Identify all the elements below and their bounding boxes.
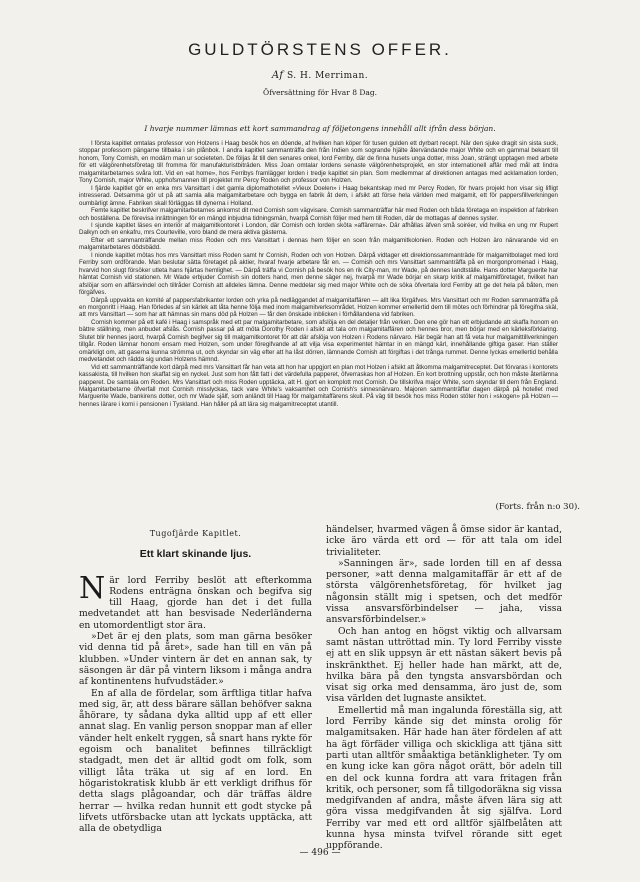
chapter-label: Tugofjärde Kapitlet. (149, 529, 242, 538)
right-column (326, 524, 562, 852)
author-line (0, 70, 640, 81)
synopsis-paragraph: I fjärde kapitlet gör en enka mrs Vansittart i det gamla diplomathotellet »Vieux Doelen» i Haag bekantskap med mr Percy Roden, för hvars projekt hon visar sig lifligt intresserad. Detsamma gör ut på att samla alla malgamitarbetare och bygga en fabrik åt dem, i afsikt att förse hela världen med malgamit, ett för pappersfillverkningen oumbärligt ämne. Fabriken skall förläggas till dynerna i Holland. (79, 184, 558, 207)
author-name: S. H. Merriman. (286, 71, 369, 81)
chapter-subhead: Ett klart skinande ljus. (139, 548, 252, 561)
synopsis-block (79, 140, 558, 410)
synopsis-paragraph: Därpå uppvaktа en komité af pappersfabrikanter lorden och yrka på nedläggandet af malgamitaffären — allt lika förgäfves. Mrs Vansittart och mr Roden sammanträffa på en morgonritt i Haag. Han förledes af sin kärlek att låta henne följa med inom malgamitverksområdet. Holzen kommer emellertid dem till mötes och förhindrar på föregifna skäl, att mrs Vansittart — som har att hämnas sin mans död på Holzen — får den önskade inblicken i förhållandena vid fabriken. (79, 296, 558, 319)
continued-note: (Forts. från n:o 30). (495, 502, 580, 512)
body-paragraph: Emellertid må man ingalunda föreställa sig, att lord Ferriby kände sig det minsta orolig för malgamitsaken. Här hade han äter fördelen af att ha ägt förfäder villiga och skickliga att tjäna sitt parti utan alltför småaktiga betänkligheter. Ty om en kung icke kan göra något orätt, bör adeln till en del ock kunna fordra att vara fritagen från kritik, och personer, som få tillgodoräkna sig vissa medgifvanden af andra, måste äfven lära sig att göra vissa medgifvanden åt sig själfva. Lord Ferriby var med ett ord alltför själfbelåten att kunna hysa minsta tvifvel rörande sitt eget uppförande. (326, 704, 562, 852)
synopsis-paragraph: Cornish kommer på ett kafé i Haag i samspråk med ett par malgamitarbetare, som afslöja en del detaljer från verken. Den ene gör han ett erbjudande att skaffa honom en bättre ställning, men anbudet afslås. Cornish passar på att möta Dorothy Roden i afsikt att tala om malgamitaffären och hennes bror, men börjar med en kärleksförklaring. Slutet blir hennes jaord, hvarpå Cornish begifver sig till malgamitkontoret för att där afslöja von Holzen i Rodens närvaro. Här begär han att få veta hur malgamittillverkningen tillgår. Roden lämnar honom ensam med Holzen, som under föregifvande af att vilja visa experimentet hämtar in en mängd kärl, innehållande giftiga gaser. Han ställer omärkligt om, att gaserna kunna strömma ut, och skyndar sin väg efter att ha låst dörren, lämnande Cornish att förgiftas i det trånga rummet. Denne lyckas emellertid behålla medvetandet och rädda sig undan Holzens hämnd. (79, 318, 558, 364)
opening-text: är lord Ferriby beslöt att efterkomma Rodens enträgna önskan och begifva sig till Haag, gjorde han det i det fulla medvetandet att han besvisade Nederländerna en utomordentligt stor ära. (79, 574, 312, 631)
translation-credit: Öfversättning för Hvar 8 Dag. (262, 88, 378, 97)
body-paragraph: »Sanningen är», sade lorden till en af dessa personer, »att denna malgamitaffär är ett af de största välgörenhetsföretag, för hvilket jag någonsin ställt mig i spetsen, och det medför vissa ansvarsförbindelser — jaha, vissa ansvarsförbindelser.» (326, 557, 562, 626)
body-paragraph: »Det är ej den plats, som man gärna besöker vid denna tid på året», sade han till en vän på klubben. »Under vintern är det en annan sak, ty säsongen är där på vintern liksom i många andra af kontinentens hufvudstäder.» (79, 631, 312, 688)
synopsis-paragraph: I första kapitlet omtalas professor von Holzens i Haag besök hos en döende, af hvilken han köper för tusen gulden ett dyrbart recept. När den sjuke dragit sin sista suck, stoppar professorn pängarne tillbaka i sin plånbok. I andra kapitlet sammanträffa den från Indien som sogrande hjälte återvändande major White och en gammal bekant till honom, Tony Cornish, en modärn man ur societeten. De följas åt till den senares onkel, lord Ferriby, där de finna husets unga dotter, miss Joan, strängt upptagen med arbete för ett välgörenhetsföretag till fromma för manufakturistbiträden. Miss Joan omtalar lordens senaste välgörenhetsprojekt, en stor internationell affär med mål att lindra malgamitarbetarnes svåra lott. Vid en »at home», hos Ferribys framlägger lorden i tredje kapitlet sin plan. Som medlemmar af direktionen antagas med acklamation lorden, Tony Cornish, major White, upphofsmannen till projektet mr Percy Roden och professor von Holzen. (79, 140, 558, 185)
drop-cap: N (79, 570, 106, 606)
body-paragraph: Och han antog en högst viktig och allvarsam samt nästan uttröttad min. Ty lord Ferriby visste ej att en slik uppsyn är ett nästan säkert bevis på inskränkthet. Ej heller hade han märkt, att de, hvilka bära på den tyngsta ansvarsbördan och visat sig orka med densamma, äro just de, som visa världen det lugnaste ansiktet. (326, 625, 562, 705)
body-paragraph: En af alla de fördelar, som ärftliga titlar hafva med sig, är, att dess bärare sällan behöfver sakna åhörare, ty sådana dyka alltid upp af ett eller annat slag. En vanlig person snoppar man af eller vänder helt enkelt ryggen, så snart hans rykte för egoism och banalitet befinnes tillräckligt stadgadt, men det är alltid godt om folk, som villigt låta träka ut sig af en lord. En högaristokratisk klubb är ett verkligt drifhus för detta slags plågoandar, och där träffas äldre herrar — hvilka redan hunnit ett godt stycke på lifvets utförsbacke utan att lyckats upptäcka, att alla de obetydliga (79, 687, 312, 835)
synopsis-paragraph: Femte kapitlet beskrifver malgamitarbetarnes ankomst dit med Cornish som vägvisare. Cornish sammanträffar här med Roden och båda företaga en inspektion af fabriken och boställena. De förevisa inrättningen för en mängd inbjudna tidningsmän, hvarpå Cornish följer med hem till Roden, där de mottagas af dennes syster. (79, 207, 558, 222)
synopsis-paragraph: I sjunde kapitlet läses en interiör af malgamitkontoret i London, där Cornish och lorden sköta »affärerna». Där afhållas äfven små soiréer, vid hvilka en ung mr Rupert Dalkyn och en enkafru, mrs Courteville, voro bland de mera aktiva gästerna. (79, 221, 558, 237)
synopsis-paragraph: I nionde kapitlet mötas hos mrs Vansittart miss Roden samt hr Cornish, Roden och von Holzen. Därpå vidtager ett direktionssammanträde för malgamitbolaget med lord Ferriby som ordförande. Man beslutar sätta företaget på aktier, hvaraf hvarje arbetare får en. — Cornish och mrs Vansittart sammanträffa på en morgonpromenad i Haag, hvarvid hon slugt försöker utleta hans hjärtas hemlighet. — Därpå träffa vi Cornish på besök hos en rik City-man, mr Wade, på dennes landtställe. Hans dotter Marguerite har hämtat Cornish vid stationen. Mr Wade erbjuder Cornish sin dotters hand, men denne säger nej, hvarpå mr Wade börjar en skarp kritik af malgamitföretaget, hvilket han afslöjar som en affärsvindel och tillråder Cornish att alldeles lämna. Denne meddelar sig med major White och de söka öfvertala lord Ferriby att ge det hela på båten, men förgäfves. (79, 251, 558, 297)
synopsis-paragraph: Efter ett sammanträffande mellan miss Roden och mrs Vansittart i dennas hem följer en scen från malgamitkolonien. Roden och Holzen äro närvarande vid en malgamitarbetares dödsbädd. (79, 236, 558, 252)
synopsis-paragraph: Vid ett sammanträffande kort därpå med mrs Vansittart får han veta att hon har uppgjort en plan mot Holzen i afsikt att åtkomma malgamitreceptet. Det förvaras i kontorets kassakista, till hvilken hon skaffat sig en nyckel. Just som hon fått fatt i det värdefulla papperet, öfverraskas hon af Holzen. En kort brottning uppstår, och hon måste återlämna papperet. De samtala om Roden. Mrs Vansittart och miss Roden upptäcka, att H. gjort en komplott mot Cornish. De tillskrifva major White, som skyndar till dem från England. Malgamitarbetarne öfverfall mot Cornish misslyckas, tack vare White's vaksamhet och Cornish's sinnesnärvaro. Majoren sammanträffar dagen därpå på hotellet med Marguerite Wade, bankirens dotter, och mr Wade själf, som anländt till Haag för malgamitaffärens skull. På väg till besök hos miss Roden stöter hon i »skogen» på Holzen — hennes lärare i komi i pensionen i Tyskland. Han håller på att lära sig malgamitreceptet utantill. (79, 363, 558, 408)
summary-note: I hvarje nummer lämnas ett kort sammandrag af följetongens innehåll allt ifrån dess början. (144, 124, 496, 133)
left-column (79, 528, 312, 848)
opening-paragraph (79, 570, 312, 631)
author-prefix: Af (271, 70, 284, 81)
page-number: — 496 — (299, 848, 341, 858)
body-paragraph: händelser, hvarmed vägen å ömse sidor är kantad, icke äro värda ett ord — för att tala om idel trivialiteter. (326, 524, 562, 558)
story-title: GULDTÖRSTENS OFFER. (188, 40, 452, 59)
